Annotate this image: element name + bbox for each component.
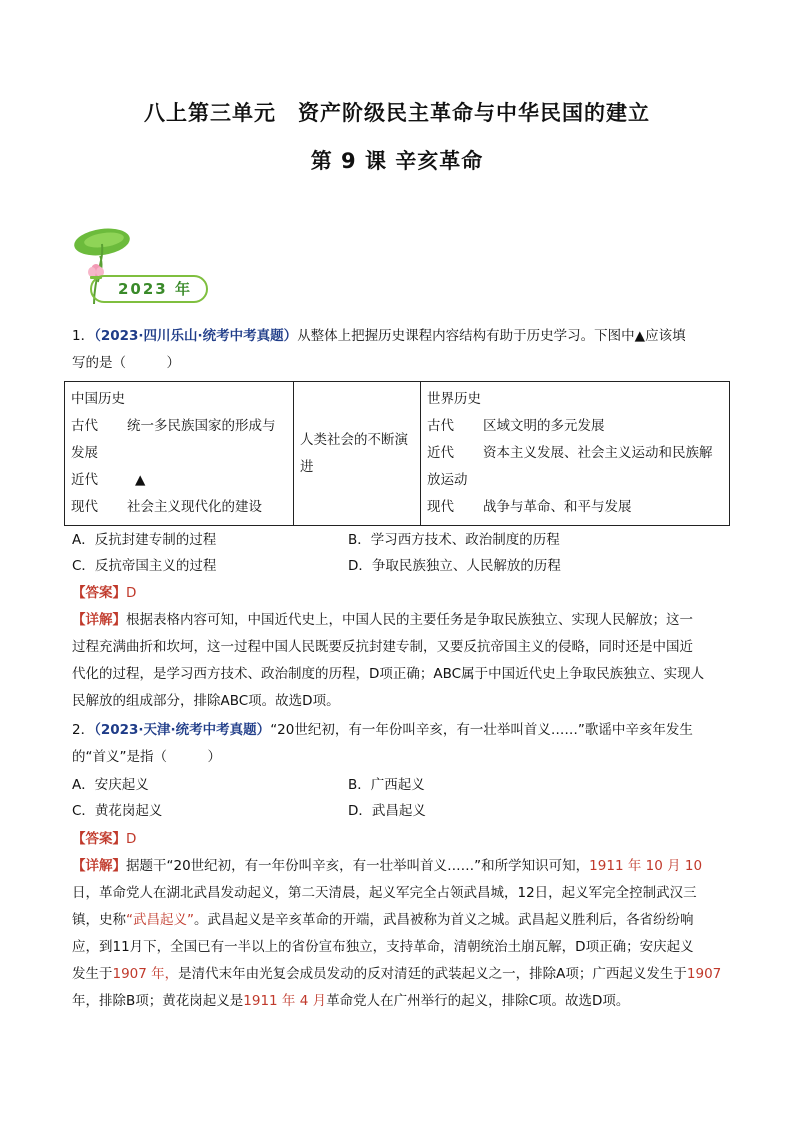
page-subtitle: 第 9 课 辛亥革命 bbox=[310, 149, 484, 173]
page-title: 八上第三单元 资产阶级民主革命与中华民国的建立 bbox=[144, 101, 650, 125]
option-c: C．黄花岗起义 bbox=[72, 803, 163, 819]
course-structure-table bbox=[64, 381, 730, 526]
question-2-answer: 【答案】D bbox=[72, 831, 137, 847]
question-2-options bbox=[72, 772, 732, 824]
question-1-options bbox=[72, 527, 732, 579]
question-source: （2023·天津·统考中考真题） bbox=[94, 722, 271, 738]
world-history-cell: 世界历史 古代 区域文明的多元发展 近代 资本主义发展、社会主义运动和民族解 放运动 现代 战争与革命、和平与发展 bbox=[421, 382, 730, 526]
option-a: A．反抗封建专制的过程 bbox=[72, 532, 217, 548]
option-c: C．反抗帝国主义的过程 bbox=[72, 558, 217, 574]
option-d: D．争取民族独立、人民解放的历程 bbox=[348, 558, 561, 574]
china-history-cell: 中国历史 古代 统一多民族国家的形成与 发展 近代 ▲ 现代 社会主义现代化的建设 bbox=[65, 382, 294, 526]
question-2-detail: 【详解】据题干“20世纪初，有一年份叫辛亥，有一壮举叫首义……”和所学知识可知，1911 年 10 月 10 日，革命党人在湖北武昌发动起义，第二天清晨，起义军完全占领武昌城，12日，起义军完全控制武汉三 镇，史称“武昌起义”。武昌起义是辛亥革命的开端，武昌被称为首义之城。武昌起义胜利后，各省纷纷响 应，到11月下，全国已有一半以上的省份宣布独立，支持革命，清朝统治土崩瓦解，D项正确；安庆起义 发生于1907 年，是清代末年由光复会成员发动的反对清廷的武装起义之一，排除A项；广西起义发生于1907 年，排除B项；黄花岗起义是1911 年 4 月革命党人在广州举行的起义，排除C项。故选D项。 bbox=[72, 858, 722, 1009]
triangle-blank: ▲ bbox=[135, 472, 146, 488]
question-1-answer: 【答案】D bbox=[72, 585, 137, 601]
question-2-stem: 2．（2023·天津·统考中考真题）“20世纪初，有一年份叫辛亥，有一壮举叫首义……”歌谣中辛亥年发生 的“首义”是指（ ） bbox=[72, 722, 693, 765]
option-b: B．广西起义 bbox=[348, 777, 425, 793]
option-a: A．安庆起义 bbox=[72, 777, 149, 793]
year-label: 2023 年 bbox=[90, 275, 208, 303]
middle-cell: 人类社会的不断演进 bbox=[294, 382, 421, 526]
option-b: B．学习西方技术、政治制度的历程 bbox=[348, 532, 560, 548]
year-badge bbox=[70, 222, 220, 312]
option-d: D．武昌起义 bbox=[348, 803, 426, 819]
question-1-stem: 1．（2023·四川乐山·统考中考真题）从整体上把握历史课程内容结构有助于历史学习。下图中▲应该填 写的是（ ） bbox=[72, 328, 686, 371]
question-source: （2023·四川乐山·统考中考真题） bbox=[94, 328, 298, 344]
question-1-detail: 【详解】根据表格内容可知，中国近代史上，中国人民的主要任务是争取民族独立、实现人民解放；这一 过程充满曲折和坎坷，这一过程中国人民既要反抗封建专制，又要反抗帝国主义的侵略，同时还是中国近 代化的过程，是学习西方技术、政治制度的历程，D项正确；ABC属于中国近代史上争取民族独立、实现人 民解放的组成部分，排除ABC项。故选D项。 bbox=[72, 612, 705, 709]
